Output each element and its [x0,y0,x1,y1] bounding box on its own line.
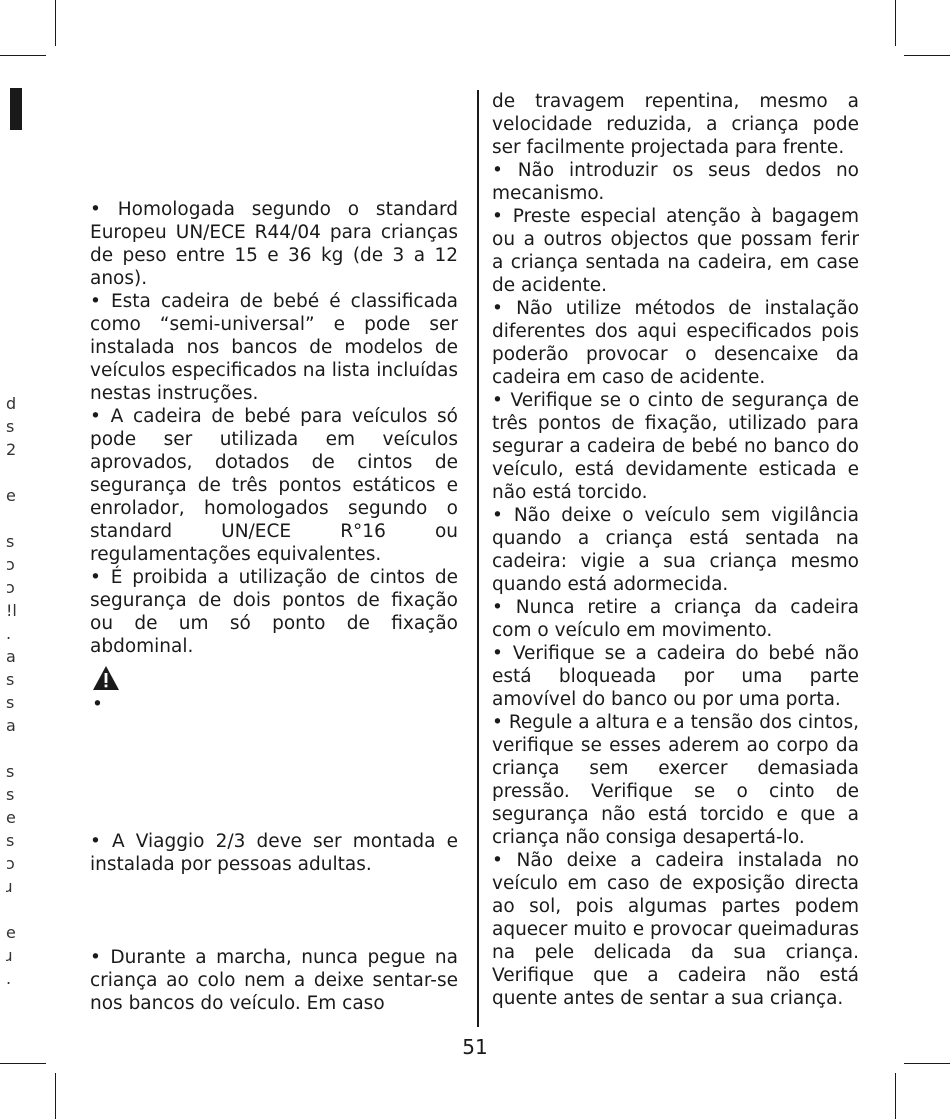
bleed-char: ɔ [6,555,15,574]
paragraph: • A cadeira de bebé para veículos só pode ser utilizada em veículos aprovados, dotados de cintos de segurança de três pontos estáticos e enrolador, homologados segundo o standard UN/ECE R°16 ou regulamentações equivalentes. [90,406,458,565]
bleed-char: s [6,762,15,781]
crop-mark [55,0,56,46]
left-column [90,198,458,658]
crop-mark [895,0,896,46]
crop-mark [904,1063,950,1064]
bleed-char: . [6,969,12,988]
bleed-char: e [6,486,16,505]
column-divider [477,90,479,1027]
warning-triangle-icon [92,665,120,691]
right-column [492,90,859,1010]
bleed-char: s [6,693,15,712]
bleed-char: a [6,647,16,666]
paragraph: • Homologada segundo o standard Europeu UN/ECE R44/04 para crianças de peso entre 15 e 36 kg (de 3 a 12 anos). [90,199,458,289]
bleed-char: s [6,670,15,689]
bleed-char [6,507,20,530]
adjacent-page-bleed [6,392,20,990]
paragraph: • Regule a altura e a tensão dos cintos, verifique se esses aderem ao corpo da criança sem exercer demasiada pressão. Verifique se o cinto de segurança não está torcido e que a criança não consiga desapertá-lo. [492,712,859,848]
bleed-char: s [6,532,15,551]
bleed-char: ɹ [6,946,13,965]
bleed-char: s [6,831,15,850]
bleed-char: e [6,923,16,942]
bleed-char: ɹ [6,877,13,896]
bleed-char: ɔ [6,854,15,873]
bleed-char: s [6,417,15,436]
crop-mark [904,55,950,56]
paragraph: • Preste especial atenção à bagagem ou a outros objectos que possam ferir a criança sentada na cadeira, em case de acidente. [492,206,859,296]
paragraph: • Não deixe o veículo sem vigilância quando a criança está sentada na cadeira: vigie a sua criança mesmo quando está adormecida. [492,505,859,595]
paragraph: • Verifique se a cadeira do bebé não está bloqueada por uma parte amovível do banco ou por uma porta. [492,643,859,710]
paragraph: • Não deixe a cadeira instalada no veículo em caso de exposição directa ao sol, pois algumas partes podem aquecer muito e provocar queimaduras na pele delicada da sua criança. Verifique que a cadeira não está quente antes de sentar a sua criança. [492,850,859,1009]
paragraph: • A Viaggio 2/3 deve ser montada e instalada por pessoas adultas. [90,831,458,875]
crop-mark [0,1063,46,1064]
page-number: 51 [462,1035,488,1059]
paragraph: • Não introduzir os seus dedos no mecanismo. [492,160,859,204]
bleed-char [6,461,20,484]
language-tab-marker [10,88,22,130]
paragraph: • Verifique se o cinto de segurança de três pontos de fixação, utilizado para segurar a cadeira de bebé no banco do veículo, está devidamente esticada e não está torcido. [492,390,859,503]
bleed-char [6,898,20,921]
bleed-char: 2 [6,440,17,459]
paragraph: de travagem repentina, mesmo a velocidade reduzida, a criança pode ser facilmente projectada para frente. [492,91,859,158]
paragraph: • É proibida a utilização de cintos de segurança de dois pontos de fixação ou de um só ponto de fixação abdominal. [90,567,458,657]
bleed-char: s [6,785,15,804]
paragraph: • Não utilize métodos de instalação diferentes dos aqui especificados pois poderão provocar o desencaixe da cadeira em caso de acidente. [492,298,859,388]
bleed-char: e [6,808,16,827]
crop-mark [895,1073,896,1119]
paragraph: • Durante a marcha, nunca pegue na criança ao colo nem a deixe sentar-se nos bancos do veículo. Em caso [90,947,458,1014]
bleed-char: d [6,394,17,413]
crop-mark [55,1073,56,1119]
bleed-char: ɔ [6,578,15,597]
crop-mark [0,55,46,56]
bleed-char [6,737,20,760]
left-column-lower [90,830,458,876]
left-column-bottom [90,946,458,1015]
bleed-char: a [6,716,16,735]
paragraph: • Esta cadeira de bebé é classificada como “semi-universal” e pode ser instalada nos bancos de modelos de veículos especificados na lista incluídas nestas instruções. [90,291,458,404]
bleed-char: . [6,624,12,643]
list-bullet: • [92,694,103,715]
paragraph: • Nunca retire a criança da cadeira com o veículo em movimento. [492,597,859,641]
bleed-char: !l [6,601,17,620]
